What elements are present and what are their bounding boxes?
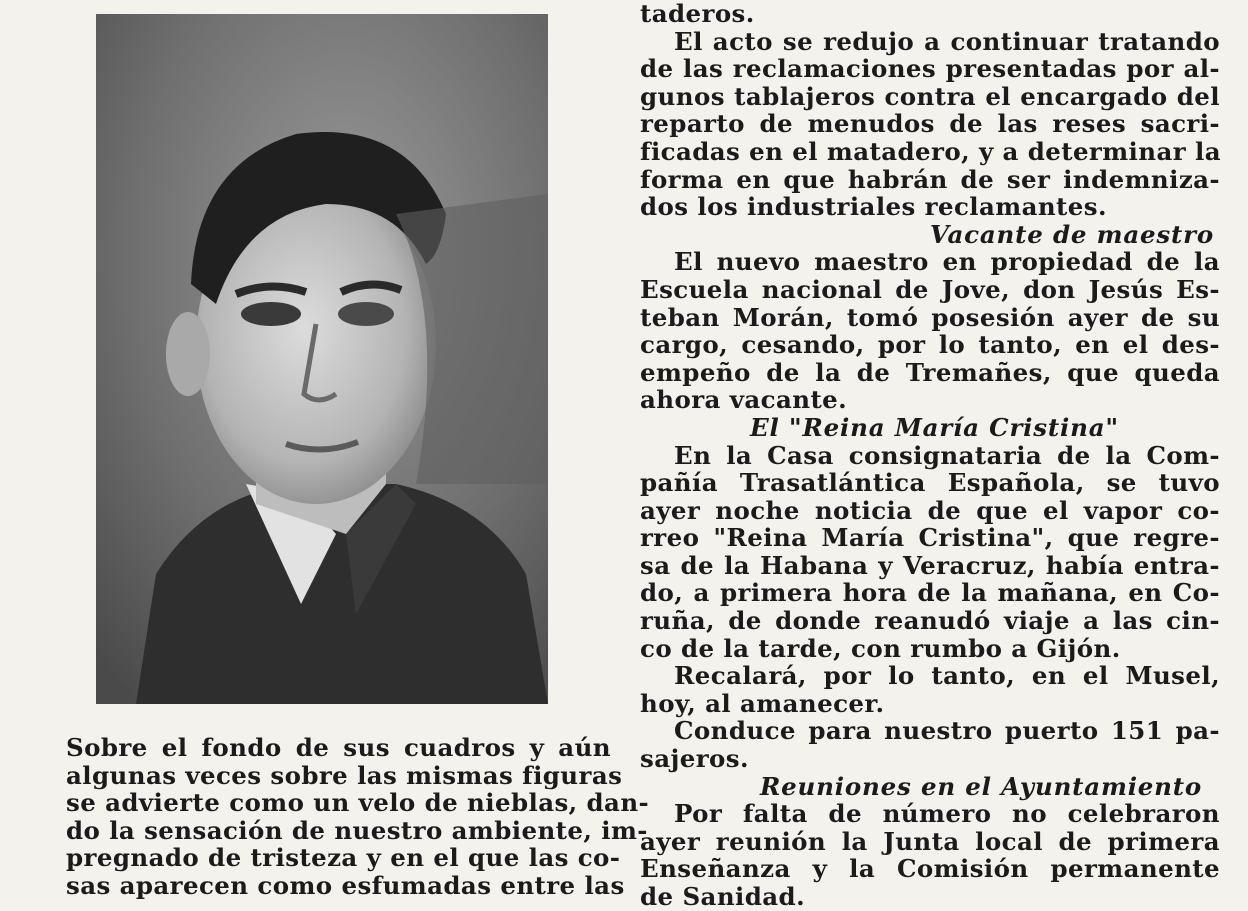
- text-line: En la Casa consignataria de la Com-: [674, 440, 1220, 470]
- section-heading: El "Reina María Cristina": [750, 412, 1119, 442]
- text-line: gunos tablajeros contra el encargado del: [640, 81, 1220, 111]
- section-heading: Vacante de maestro: [929, 219, 1214, 249]
- text-line: pregnado de tristeza y en el que las co-: [66, 843, 621, 873]
- right-column-text: [640, 0, 1220, 911]
- text-line: hoy, al amanecer.: [640, 688, 885, 718]
- text-line: Escuela nacional de Jove, don Jesús Es-: [640, 274, 1220, 304]
- text-line: ayer reunión la Junta local de primera: [640, 826, 1220, 856]
- text-line: Sobre el fondo de sus cuadros y aún: [66, 733, 611, 762]
- text-line: sa de la Habana y Veracruz, había entra-: [640, 550, 1220, 580]
- text-line: do la sensación de nuestro ambiente, im-: [66, 815, 648, 845]
- section-heading: Reuniones en el Ayuntamiento: [760, 771, 1203, 801]
- text-line: ficadas en el matadero, y a determinar la: [640, 136, 1221, 166]
- text-line: rreo "Reina María Cristina", que regre-: [640, 523, 1220, 553]
- text-line: forma en que habrán de ser indemniza-: [640, 164, 1220, 194]
- text-line: de Sanidad.: [640, 882, 806, 911]
- text-line: Por falta de número no celebraron: [674, 799, 1220, 829]
- text-line: empeño de la de Tremañes, que queda: [640, 357, 1220, 387]
- text-line: taderos.: [640, 0, 755, 28]
- text-line: El nuevo maestro en propiedad de la: [674, 247, 1220, 277]
- text-line: dos los industriales reclamantes.: [640, 192, 1107, 222]
- text-line: sas aparecen como esfumadas entre las: [66, 870, 625, 900]
- text-line: Conduce para nuestro puerto 151 pa-: [674, 716, 1220, 746]
- text-line: El acto se redujo a continuar tratando: [674, 26, 1220, 56]
- text-line: de las reclamaciones presentadas por al-: [640, 54, 1220, 84]
- portrait-photo: [96, 14, 548, 704]
- text-line: ayer noche noticia de que el vapor co-: [640, 495, 1220, 525]
- text-line: cargo, cesando, por lo tanto, en el des-: [640, 330, 1220, 360]
- text-line: pañía Trasatlántica Española, se tuvo: [640, 468, 1220, 498]
- text-line: algunas veces sobre las mismas figuras: [66, 760, 623, 790]
- text-line: do, a primera hora de la mañana, en Co-: [640, 578, 1220, 608]
- text-line: sajeros.: [640, 744, 749, 774]
- text-line: Recalará, por lo tanto, en el Musel,: [674, 661, 1220, 691]
- text-line: ahora vacante.: [640, 385, 848, 415]
- portrait-illustration: [96, 14, 548, 704]
- text-line: se advierte como un velo de nieblas, dan-: [66, 788, 650, 818]
- left-column-text: [66, 733, 650, 900]
- text-line: ruña, de donde reanudó viaje a las cin-: [640, 606, 1220, 636]
- text-line: teban Morán, tomó posesión ayer de su: [640, 302, 1220, 332]
- text-line: co de la tarde, con rumbo a Gijón.: [640, 633, 1121, 663]
- text-line: reparto de menudos de las reses sacri-: [640, 109, 1220, 139]
- text-line: Enseñanza y la Comisión permanente: [640, 854, 1220, 884]
